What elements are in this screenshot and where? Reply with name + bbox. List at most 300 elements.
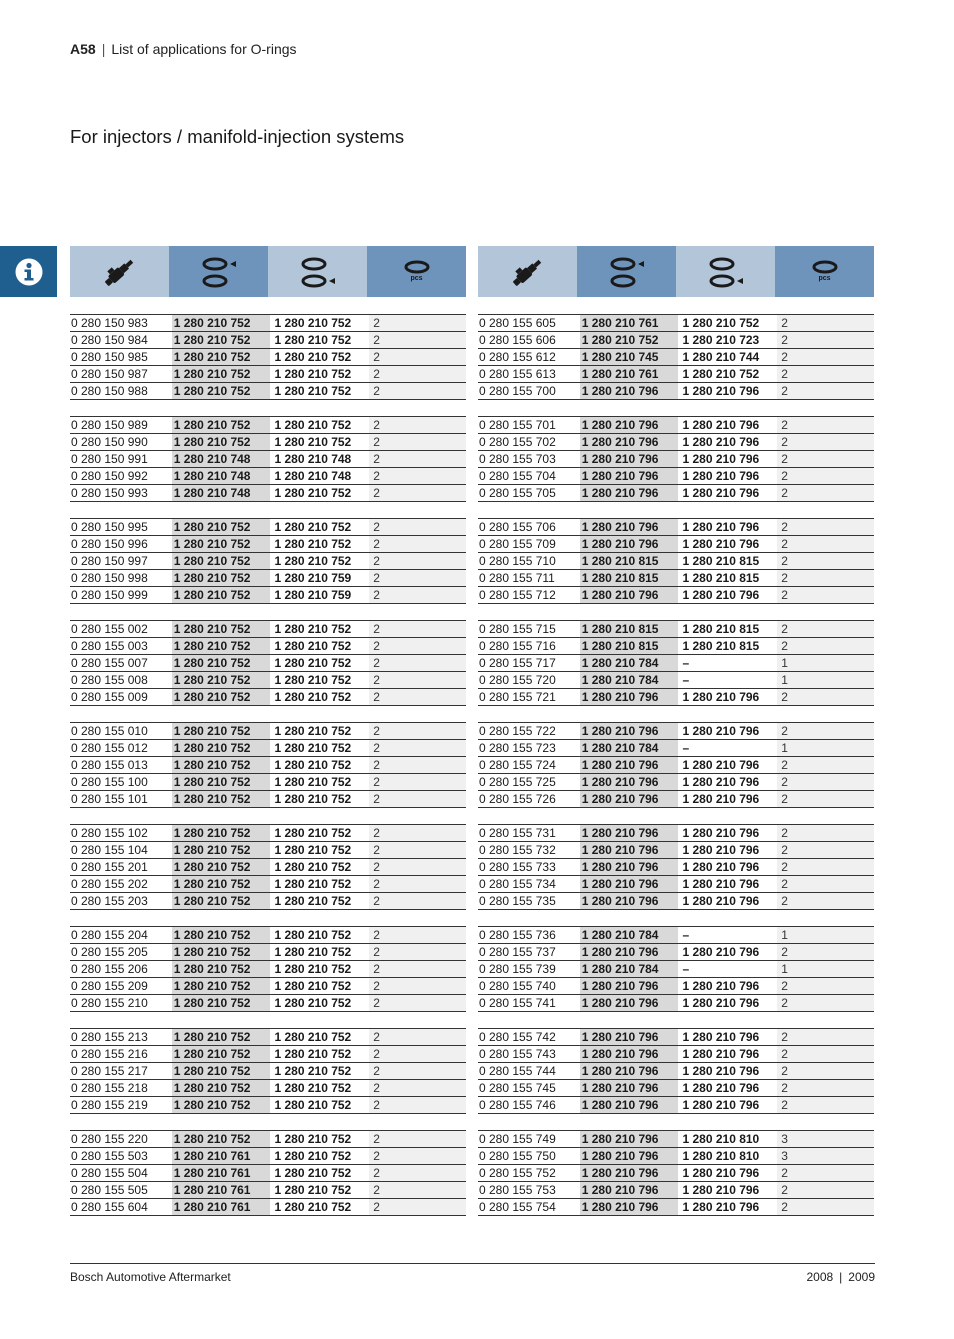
o-ring-lower-part-number: 1 280 210 752 <box>274 1149 352 1163</box>
injector-part-number: 0 280 155 749 <box>479 1132 556 1146</box>
injector-part-number: 0 280 155 746 <box>479 1098 556 1112</box>
table-row <box>478 519 874 536</box>
table-row <box>70 825 466 842</box>
pcs-count: 2 <box>369 468 466 484</box>
pcs-count: 2 <box>777 1097 874 1113</box>
table-row <box>70 995 466 1012</box>
injector-part-number: 0 280 155 736 <box>479 928 556 942</box>
o-ring-lower-part-number: 1 280 210 815 <box>682 622 760 636</box>
o-ring-lower-part-number: – <box>682 673 690 687</box>
o-ring-lower-part-number: – <box>682 962 690 976</box>
row-group <box>478 824 874 910</box>
row-group <box>70 824 466 910</box>
table-row <box>478 621 874 638</box>
o-ring-upper-part-number: 1 280 210 745 <box>580 349 679 365</box>
o-ring-upper-part-number: 1 280 210 752 <box>172 519 271 535</box>
o-ring-upper-part-number: 1 280 210 796 <box>580 383 679 399</box>
injector-part-number: 0 280 155 206 <box>71 962 148 976</box>
injector-part-number: 0 280 155 705 <box>479 486 556 500</box>
pcs-count: 2 <box>369 740 466 756</box>
o-ring-lower-part-number: 1 280 210 796 <box>682 486 760 500</box>
injector-part-number: 0 280 155 613 <box>479 367 556 381</box>
table-row <box>70 1165 466 1182</box>
o-ring-lower-part-number: 1 280 210 796 <box>682 469 760 483</box>
pcs-count: 2 <box>369 1199 466 1215</box>
o-ring-lower-part-number: 1 280 210 796 <box>682 1200 760 1214</box>
header-pcs <box>367 246 466 297</box>
injector-part-number: 0 280 155 009 <box>71 690 148 704</box>
injector-part-number: 0 280 155 741 <box>479 996 556 1010</box>
o-ring-lower-part-number: 1 280 210 815 <box>682 554 760 568</box>
injector-icon <box>98 252 142 292</box>
pcs-count: 1 <box>777 655 874 671</box>
injector-part-number: 0 280 155 504 <box>71 1166 148 1180</box>
table-row <box>70 485 466 502</box>
o-ring-lower-part-number: 1 280 210 752 <box>274 843 352 857</box>
table-row <box>478 1080 874 1097</box>
o-ring-lower-part-number: 1 280 210 752 <box>274 877 352 891</box>
table-row <box>478 1182 874 1199</box>
o-ring-lower-marked-icon <box>701 252 751 292</box>
pcs-count: 2 <box>369 944 466 960</box>
o-ring-upper-part-number: 1 280 210 796 <box>580 1046 679 1062</box>
o-ring-upper-part-number: 1 280 210 752 <box>172 1046 271 1062</box>
injector-part-number: 0 280 150 985 <box>71 350 148 364</box>
o-ring-upper-part-number: 1 280 210 752 <box>172 757 271 773</box>
pcs-count: 2 <box>777 876 874 892</box>
o-ring-lower-part-number: 1 280 210 752 <box>274 945 352 959</box>
row-group <box>70 1130 466 1216</box>
injector-part-number: 0 280 155 204 <box>71 928 148 942</box>
pcs-count: 2 <box>777 1182 874 1198</box>
injector-part-number: 0 280 155 726 <box>479 792 556 806</box>
o-ring-upper-part-number: 1 280 210 752 <box>172 417 271 433</box>
injector-icon <box>506 252 550 292</box>
injector-part-number: 0 280 155 739 <box>479 962 556 976</box>
o-ring-lower-part-number: 1 280 210 752 <box>274 554 352 568</box>
pcs-label: pcs <box>410 275 423 282</box>
pcs-count: 2 <box>777 995 874 1011</box>
injector-part-number: 0 280 155 612 <box>479 350 556 364</box>
table-row <box>70 1080 466 1097</box>
o-ring-upper-part-number: 1 280 210 784 <box>580 927 679 943</box>
table-row <box>478 553 874 570</box>
table-row <box>70 1063 466 1080</box>
footer-year-start: 2008 <box>806 1270 834 1284</box>
injector-part-number: 0 280 155 752 <box>479 1166 556 1180</box>
header-separator: | <box>101 41 106 57</box>
o-ring-lower-part-number: 1 280 210 752 <box>274 537 352 551</box>
o-ring-upper-part-number: 1 280 210 752 <box>172 638 271 654</box>
o-ring-lower-part-number: 1 280 210 759 <box>274 588 352 602</box>
injector-part-number: 0 280 155 703 <box>479 452 556 466</box>
o-ring-lower-part-number: 1 280 210 752 <box>274 792 352 806</box>
o-ring-upper-part-number: 1 280 210 761 <box>172 1148 271 1164</box>
o-ring-lower-part-number: 1 280 210 752 <box>274 1200 352 1214</box>
table-row <box>478 825 874 842</box>
o-ring-upper-part-number: 1 280 210 761 <box>580 315 679 331</box>
o-ring-upper-marked-icon <box>194 252 244 292</box>
o-ring-lower-part-number: 1 280 210 752 <box>274 1047 352 1061</box>
pcs-count: 2 <box>777 689 874 705</box>
table-row <box>70 451 466 468</box>
o-ring-upper-part-number: 1 280 210 796 <box>580 1063 679 1079</box>
table-row <box>478 536 874 553</box>
pcs-count: 2 <box>369 349 466 365</box>
pcs-count: 2 <box>777 621 874 637</box>
injector-part-number: 0 280 155 716 <box>479 639 556 653</box>
injector-part-number: 0 280 155 008 <box>71 673 148 687</box>
injector-part-number: 0 280 150 999 <box>71 588 148 602</box>
table-row <box>70 332 466 349</box>
pcs-count: 2 <box>777 791 874 807</box>
o-ring-lower-part-number: 1 280 210 796 <box>682 384 760 398</box>
pcs-count: 2 <box>369 876 466 892</box>
o-ring-upper-part-number: 1 280 210 796 <box>580 893 679 909</box>
footer-year-end: 2009 <box>848 1270 875 1284</box>
o-ring-lower-part-number: 1 280 210 796 <box>682 1098 760 1112</box>
header-pcs <box>775 246 874 297</box>
injector-part-number: 0 280 155 201 <box>71 860 148 874</box>
o-ring-lower-part-number: 1 280 210 752 <box>682 316 760 330</box>
table-row <box>478 774 874 791</box>
pcs-count: 2 <box>369 1182 466 1198</box>
o-ring-upper-part-number: 1 280 210 784 <box>580 672 679 688</box>
o-ring-upper-part-number: 1 280 210 752 <box>172 553 271 569</box>
o-ring-lower-part-number: 1 280 210 752 <box>274 1166 352 1180</box>
pcs-count: 2 <box>777 366 874 382</box>
page-number: A58 <box>70 41 96 57</box>
o-ring-upper-part-number: 1 280 210 796 <box>580 723 679 739</box>
o-ring-lower-part-number: 1 280 210 810 <box>682 1132 760 1146</box>
injector-part-number: 0 280 150 992 <box>71 469 148 483</box>
o-ring-upper-part-number: 1 280 210 761 <box>580 366 679 382</box>
o-ring-upper-part-number: 1 280 210 752 <box>172 1080 271 1096</box>
table-row <box>70 672 466 689</box>
footer-divider <box>70 1263 875 1264</box>
row-group <box>70 620 466 706</box>
table-row <box>70 961 466 978</box>
pcs-count: 2 <box>369 689 466 705</box>
injector-part-number: 0 280 155 220 <box>71 1132 148 1146</box>
o-ring-lower-part-number: 1 280 210 796 <box>682 843 760 857</box>
table-row <box>478 383 874 400</box>
injector-part-number: 0 280 155 743 <box>479 1047 556 1061</box>
pcs-count: 2 <box>777 315 874 331</box>
table-row <box>70 1199 466 1216</box>
o-ring-upper-part-number: 1 280 210 752 <box>172 689 271 705</box>
pcs-count: 2 <box>777 383 874 399</box>
row-group <box>70 926 466 1012</box>
table-row <box>70 1029 466 1046</box>
o-ring-lower-part-number: 1 280 210 796 <box>682 860 760 874</box>
pcs-count: 2 <box>777 434 874 450</box>
injector-part-number: 0 280 155 218 <box>71 1081 148 1095</box>
injector-part-number: 0 280 150 991 <box>71 452 148 466</box>
table-row <box>70 655 466 672</box>
injector-part-number: 0 280 155 725 <box>479 775 556 789</box>
table-row <box>70 621 466 638</box>
o-ring-icon <box>402 257 432 277</box>
o-ring-lower-part-number: 1 280 210 796 <box>682 1047 760 1061</box>
table-row <box>70 315 466 332</box>
o-ring-upper-part-number: 1 280 210 815 <box>580 638 679 654</box>
o-ring-lower-part-number: 1 280 210 748 <box>274 469 352 483</box>
pcs-count: 2 <box>777 1199 874 1215</box>
injector-part-number: 0 280 150 988 <box>71 384 148 398</box>
pcs-count: 2 <box>777 553 874 569</box>
o-ring-upper-part-number: 1 280 210 752 <box>172 366 271 382</box>
injector-part-number: 0 280 155 745 <box>479 1081 556 1095</box>
pcs-count: 2 <box>777 1165 874 1181</box>
pcs-count: 2 <box>777 451 874 467</box>
o-ring-upper-part-number: 1 280 210 796 <box>580 485 679 501</box>
injector-part-number: 0 280 150 996 <box>71 537 148 551</box>
o-ring-upper-part-number: 1 280 210 796 <box>580 519 679 535</box>
o-ring-lower-part-number: 1 280 210 752 <box>274 418 352 432</box>
pcs-count: 2 <box>369 587 466 603</box>
pcs-count: 2 <box>777 587 874 603</box>
left-table <box>70 246 466 1232</box>
pcs-count: 2 <box>777 1063 874 1079</box>
injector-part-number: 0 280 155 007 <box>71 656 148 670</box>
pcs-count: 2 <box>369 553 466 569</box>
pcs-count: 2 <box>369 927 466 943</box>
pcs-count: 2 <box>369 366 466 382</box>
table-row <box>70 1148 466 1165</box>
info-tab[interactable] <box>0 246 57 297</box>
o-ring-lower-part-number: 1 280 210 752 <box>274 622 352 636</box>
o-ring-lower-part-number: 1 280 210 796 <box>682 418 760 432</box>
o-ring-lower-part-number: 1 280 210 752 <box>274 741 352 755</box>
table-row <box>70 757 466 774</box>
o-ring-upper-part-number: 1 280 210 796 <box>580 774 679 790</box>
o-ring-upper-part-number: 1 280 210 796 <box>580 1199 679 1215</box>
row-group <box>478 1130 874 1216</box>
pcs-count: 2 <box>369 451 466 467</box>
injector-part-number: 0 280 155 003 <box>71 639 148 653</box>
pcs-count: 2 <box>777 468 874 484</box>
o-ring-lower-part-number: 1 280 210 752 <box>274 962 352 976</box>
o-ring-upper-part-number: 1 280 210 796 <box>580 944 679 960</box>
table-row <box>478 791 874 808</box>
table-row <box>478 757 874 774</box>
o-ring-upper-part-number: 1 280 210 761 <box>172 1165 271 1181</box>
o-ring-lower-part-number: 1 280 210 752 <box>274 520 352 534</box>
injector-part-number: 0 280 150 989 <box>71 418 148 432</box>
table-row <box>478 689 874 706</box>
injector-part-number: 0 280 155 217 <box>71 1064 148 1078</box>
o-ring-lower-part-number: 1 280 210 796 <box>682 1081 760 1095</box>
header-injector <box>478 246 577 297</box>
injector-part-number: 0 280 155 704 <box>479 469 556 483</box>
injector-part-number: 0 280 155 710 <box>479 554 556 568</box>
injector-part-number: 0 280 155 737 <box>479 945 556 959</box>
table-row <box>478 944 874 961</box>
injector-part-number: 0 280 150 987 <box>71 367 148 381</box>
injector-part-number: 0 280 155 606 <box>479 333 556 347</box>
injector-part-number: 0 280 155 209 <box>71 979 148 993</box>
row-group <box>478 518 874 604</box>
injector-part-number: 0 280 155 505 <box>71 1183 148 1197</box>
injector-part-number: 0 280 155 735 <box>479 894 556 908</box>
table-row <box>70 978 466 995</box>
o-ring-upper-part-number: 1 280 210 796 <box>580 1165 679 1181</box>
o-ring-lower-part-number: 1 280 210 796 <box>682 894 760 908</box>
o-ring-upper-part-number: 1 280 210 752 <box>580 332 679 348</box>
o-ring-upper-part-number: 1 280 210 752 <box>172 774 271 790</box>
footer-publisher: Bosch Automotive Aftermarket <box>70 1270 231 1284</box>
injector-part-number: 0 280 155 202 <box>71 877 148 891</box>
pcs-count: 2 <box>777 723 874 739</box>
section-title: List of applications for O-rings <box>111 41 297 57</box>
injector-part-number: 0 280 150 998 <box>71 571 148 585</box>
injector-part-number: 0 280 155 721 <box>479 690 556 704</box>
o-ring-lower-part-number: 1 280 210 752 <box>274 860 352 874</box>
o-ring-upper-part-number: 1 280 210 796 <box>580 791 679 807</box>
o-ring-upper-part-number: 1 280 210 796 <box>580 842 679 858</box>
pcs-count: 2 <box>369 842 466 858</box>
o-ring-upper-part-number: 1 280 210 796 <box>580 689 679 705</box>
o-ring-upper-part-number: 1 280 210 752 <box>172 349 271 365</box>
pcs-count: 3 <box>777 1148 874 1164</box>
o-ring-lower-part-number: 1 280 210 796 <box>682 775 760 789</box>
table-body <box>70 314 466 1216</box>
table-row <box>70 774 466 791</box>
table-row <box>478 978 874 995</box>
table-body <box>478 314 874 1216</box>
o-ring-upper-part-number: 1 280 210 752 <box>172 587 271 603</box>
table-row <box>478 570 874 587</box>
injector-part-number: 0 280 155 700 <box>479 384 556 398</box>
o-ring-upper-part-number: 1 280 210 752 <box>172 842 271 858</box>
o-ring-lower-part-number: – <box>682 741 690 755</box>
injector-part-number: 0 280 155 740 <box>479 979 556 993</box>
table-row <box>70 893 466 910</box>
o-ring-lower-part-number: 1 280 210 723 <box>682 333 760 347</box>
table-row <box>70 536 466 553</box>
pcs-count: 1 <box>777 927 874 943</box>
injector-part-number: 0 280 155 210 <box>71 996 148 1010</box>
table-row <box>478 672 874 689</box>
injector-part-number: 0 280 155 219 <box>71 1098 148 1112</box>
table-row <box>70 740 466 757</box>
o-ring-upper-part-number: 1 280 210 796 <box>580 1131 679 1147</box>
o-ring-lower-part-number: 1 280 210 759 <box>274 571 352 585</box>
o-ring-lower-part-number: 1 280 210 796 <box>682 758 760 772</box>
pcs-count: 2 <box>369 570 466 586</box>
o-ring-upper-part-number: 1 280 210 752 <box>172 315 271 331</box>
o-ring-upper-part-number: 1 280 210 752 <box>172 927 271 943</box>
o-ring-upper-part-number: 1 280 210 752 <box>172 859 271 875</box>
table-row <box>478 893 874 910</box>
o-ring-upper-part-number: 1 280 210 752 <box>172 961 271 977</box>
pcs-count: 2 <box>369 893 466 909</box>
table-row <box>70 434 466 451</box>
o-ring-lower-part-number: 1 280 210 752 <box>274 435 352 449</box>
table-row <box>70 1182 466 1199</box>
o-ring-upper-part-number: 1 280 210 752 <box>172 1029 271 1045</box>
table-row <box>478 723 874 740</box>
table-row <box>478 655 874 672</box>
pcs-count: 2 <box>777 859 874 875</box>
table-row <box>478 332 874 349</box>
pcs-count: 2 <box>777 1046 874 1062</box>
o-ring-lower-part-number: 1 280 210 744 <box>682 350 760 364</box>
o-ring-lower-part-number: 1 280 210 752 <box>274 1098 352 1112</box>
row-group <box>478 1028 874 1114</box>
footer-separator: | <box>839 1270 843 1284</box>
injector-part-number: 0 280 155 731 <box>479 826 556 840</box>
o-ring-lower-part-number: 1 280 210 796 <box>682 1064 760 1078</box>
pcs-count: 2 <box>369 961 466 977</box>
pcs-count: 2 <box>369 757 466 773</box>
o-ring-lower-part-number: 1 280 210 796 <box>682 877 760 891</box>
injector-part-number: 0 280 155 604 <box>71 1200 148 1214</box>
pcs-count: 2 <box>369 315 466 331</box>
o-ring-upper-part-number: 1 280 210 784 <box>580 655 679 671</box>
pcs-count: 2 <box>369 655 466 671</box>
table-row <box>70 723 466 740</box>
o-ring-lower-part-number: 1 280 210 796 <box>682 588 760 602</box>
table-row <box>478 366 874 383</box>
table-row <box>478 842 874 859</box>
pcs-count: 2 <box>777 825 874 841</box>
pcs-count: 3 <box>777 1131 874 1147</box>
o-ring-lower-part-number: 1 280 210 796 <box>682 452 760 466</box>
table-row <box>478 1131 874 1148</box>
pcs-count: 2 <box>369 638 466 654</box>
o-ring-lower-part-number: 1 280 210 796 <box>682 520 760 534</box>
injector-part-number: 0 280 155 104 <box>71 843 148 857</box>
injector-part-number: 0 280 155 010 <box>71 724 148 738</box>
row-group <box>478 416 874 502</box>
header-injector <box>70 246 169 297</box>
pcs-count: 2 <box>369 485 466 501</box>
injector-part-number: 0 280 155 742 <box>479 1030 556 1044</box>
o-ring-lower-part-number: 1 280 210 752 <box>274 894 352 908</box>
pcs-count: 2 <box>777 349 874 365</box>
pcs-count: 2 <box>369 859 466 875</box>
injector-part-number: 0 280 155 722 <box>479 724 556 738</box>
o-ring-upper-part-number: 1 280 210 752 <box>172 876 271 892</box>
o-ring-lower-marked-icon <box>293 252 343 292</box>
table-row <box>478 1046 874 1063</box>
injector-part-number: 0 280 150 984 <box>71 333 148 347</box>
o-ring-upper-part-number: 1 280 210 796 <box>580 434 679 450</box>
pcs-count: 2 <box>369 1080 466 1096</box>
pcs-count: 2 <box>369 995 466 1011</box>
table-row <box>478 1097 874 1114</box>
o-ring-lower-part-number: 1 280 210 752 <box>274 996 352 1010</box>
o-ring-lower-part-number: 1 280 210 752 <box>682 367 760 381</box>
injector-part-number: 0 280 155 744 <box>479 1064 556 1078</box>
injector-part-number: 0 280 150 993 <box>71 486 148 500</box>
pcs-count: 2 <box>777 1080 874 1096</box>
o-ring-lower-part-number: 1 280 210 752 <box>274 826 352 840</box>
header-oring-lower <box>268 246 367 297</box>
pcs-count: 2 <box>369 1029 466 1045</box>
injector-part-number: 0 280 155 712 <box>479 588 556 602</box>
o-ring-lower-part-number: 1 280 210 752 <box>274 758 352 772</box>
table-row <box>478 1063 874 1080</box>
o-ring-upper-part-number: 1 280 210 796 <box>580 825 679 841</box>
injector-part-number: 0 280 155 733 <box>479 860 556 874</box>
pcs-count: 2 <box>369 1165 466 1181</box>
o-ring-upper-part-number: 1 280 210 815 <box>580 570 679 586</box>
o-ring-lower-part-number: 1 280 210 796 <box>682 826 760 840</box>
pcs-count: 2 <box>777 944 874 960</box>
